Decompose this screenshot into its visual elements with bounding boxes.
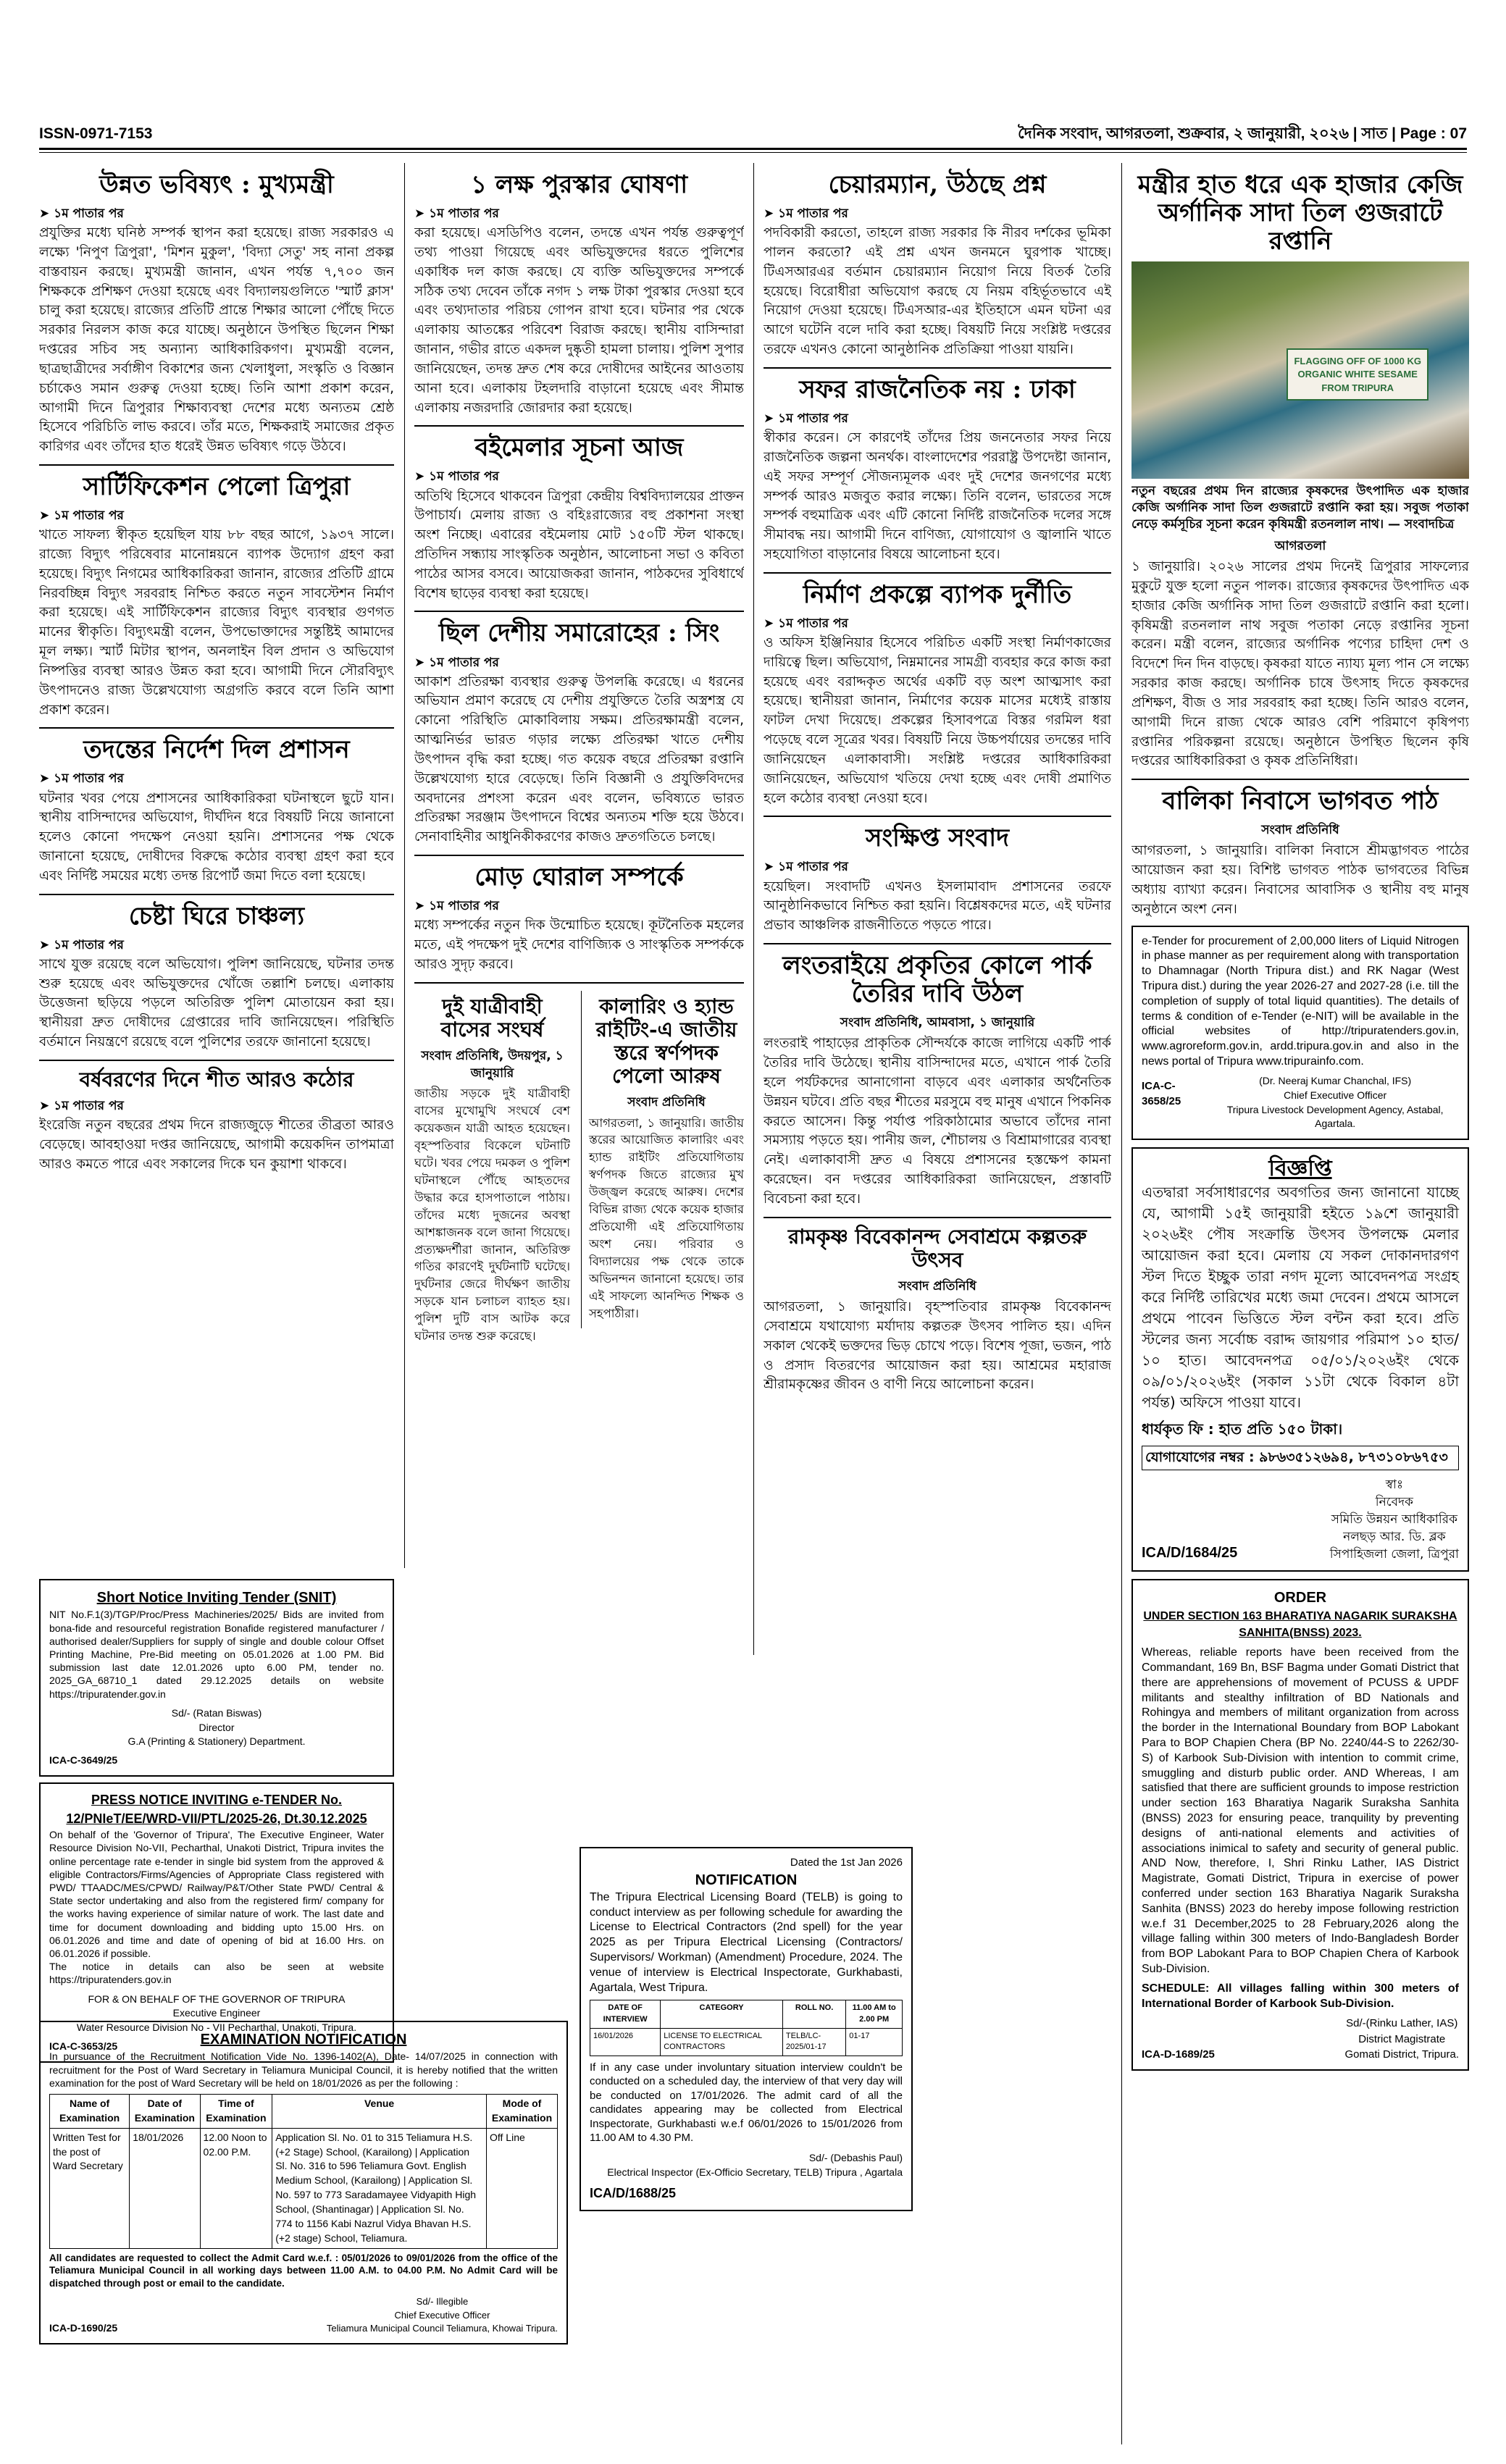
continued-from: ➤ ১ম পাতার পর	[39, 770, 394, 787]
article-investigation	[39, 736, 394, 886]
issn-number: ISSN-0971-7153	[39, 125, 153, 143]
photo-caption: নতুন বছরের প্রথম দিন রাজ্যের কৃষকদের উৎপাদিত এক হাজার কেজি অর্গানিক সাদা তিল গুজরাটে রপ্তানি করা হয়। সবুজ পতাকা নেড়ে কর্মসূচির সূচনা করেন কৃষিমন্ত্রী রতনলাল নাথ। — সংবাদচিত্র	[1131, 484, 1469, 532]
headline: রামকৃষ্ণ বিবেকানন্দ সেবাশ্রমে কল্পতরু উৎসব	[787, 1224, 1087, 1272]
byline: সংবাদ প্রতিনিধি	[898, 1279, 976, 1294]
exam-notification-ad	[39, 2021, 568, 2344]
divider	[764, 1217, 1111, 1218]
press-note: The notice in details can also be seen at website https://tripuratenders.gov.in	[49, 1961, 384, 1986]
headline: নির্মাণ প্রকল্পে ব্যাপক দুর্নীতি	[803, 579, 1072, 609]
headline: দুই যাত্রীবাহী বাসের সংঘর্ষ	[440, 994, 544, 1042]
article-bus-collision	[414, 991, 570, 1351]
divider	[414, 982, 744, 984]
table-cell: TELB/LC-2025/01-17	[782, 2028, 845, 2056]
telb-notification-ad	[580, 1847, 913, 2211]
notice-fee: ধার্যকৃত ফি : হাত প্রতি ১৫০ টাকা।	[1142, 1420, 1343, 1438]
table-header-row	[50, 2094, 558, 2128]
headline: মন্ত্রীর হাত ধরে এক হাজার কেজি অর্গানিক সাদা তিল গুজরাটে রপ্তানি	[1137, 170, 1463, 256]
signer-org: Water Resource Division No - VII Pecharthal, Unakoti, Tripura.	[76, 2021, 357, 2034]
signer-org: Tripura Livestock Development Agency, Astabal, Agartala.	[1226, 1103, 1444, 1130]
article-kalpataru	[764, 1225, 1111, 1396]
telb-date: Dated the 1st Jan 2026	[790, 1856, 903, 1869]
article-body: খাতে সাফল্য স্বীকৃত হয়েছিল যায় ৮৮ বছর আগে, ১৯৩৭ সালে। রাজ্যে বিদ্যুৎ পরিষেবার মানোন্নয়নে ব্যাপক উদ্যোগ গ্রহণ করা হয়েছে। বিদ্যুৎ নিগমের আধিকারিকরা জানান, রাজ্যের প্রতিটি গ্রামে নিরবচ্ছিন্ন বিদ্যুৎ সরবরাহ নিশ্চিত করতে নতুন সাবস্টেশন নির্মাণ করা হয়েছে। এই সার্টিফিকেশন রাজ্যের বিদ্যুৎ ব্যবস্থার গুণগত মানের স্বীকৃতি। বিদ্যুৎমন্ত্রী বলেন, উপভোক্তাদের সন্তুষ্টিই আমাদের মূল লক্ষ্য। স্মার্ট মিটার স্থাপন, অনলাইন বিল প্রদান ও অভিযোগ নিষ্পত্তির ব্যবস্থা আরও উন্নত করা হবে। আগামী দিনে সৌরবিদ্যুৎ উৎপাদনেও রাজ্য উল্লেখযোগ্য অগ্রগতি করবে বলে তিনি আশা প্রকাশ করেন।	[39, 527, 394, 718]
table-cell: Written Test for the post of Ward Secretary	[50, 2128, 130, 2248]
article-body: ও অফিস ইঞ্জিনিয়ার হিসেবে পরিচিত একটি সংস্থা নির্মাণকাজের দায়িত্বে ছিল। অভিযোগ, নিম্নমানের সামগ্রী ব্যবহার করে কাজ করা হয়েছে এবং বরাদ্দকৃত অর্থের একটি বড় অংশ আত্মসাৎ করা হয়েছে। স্থানীয়রা জানান, নির্মাণের কয়েক মাসের মধ্যেই রাস্তায় ফাটল দেখা দিয়েছে। প্রকল্পের হিসাবপত্রে বিস্তর গরমিল ধরা পড়েছে বলে সূত্রের খবর। বিষয়টি নিয়ে উচ্চপর্যায়ের তদন্তের দাবি জানিয়েছেন এলাকাবাসী। সংশ্লিষ্ট দপ্তরের আধিকারিকরা জানিয়েছেন, অভিযোগ খতিয়ে দেখা হচ্ছে এবং দোষী প্রমাণিত হলে কঠোর ব্যবস্থা নেওয়া হবে।	[764, 635, 1111, 806]
headline: ছিল দেশীয় সমারোহের : সিং	[438, 619, 720, 648]
article-body: স্বীকার করেন। সে কারণেই তাঁদের প্রিয় জননেতার সফর নিয়ে রাজনৈতিক জল্পনা অনর্থক। বাংলাদেশের পররাষ্ট্র উপদেষ্টা জানান, এই সফর সম্পূর্ণ সৌজন্যমূলক এবং দুই দেশের জনগণের মধ্যে সম্পর্ক আরও মজবুত করার লক্ষ্যে। তিনি বলেন, ভারতের সঙ্গে সম্পর্ক বহুমাত্রিক এবং এটি কোনো নির্দিষ্ট রাজনৈতিক দলের সঙ্গে সীমাবদ্ধ নয়। আগামী দিনে বাণিজ্য, যোগাযোগ ও জ্বালানি খাতে সহযোগিতা বাড়ানোর বিষয়ে আলোচনা হবে।	[764, 430, 1111, 562]
notice-mela	[1131, 1147, 1469, 1572]
divider	[39, 727, 394, 729]
divider	[39, 894, 394, 895]
table-header-row	[590, 2000, 903, 2028]
column-rule	[404, 163, 405, 1568]
telb-title: NOTIFICATION	[695, 1872, 798, 1888]
headline: চেয়ারম্যান, উঠছে প্রশ্ন	[828, 170, 1047, 199]
continued-from: ➤ ১ম পাতার পর	[39, 936, 394, 954]
order-subtitle: UNDER SECTION 163 BHARATIYA NAGARIK SURAKSHA SANHITA(BNSS) 2023.	[1143, 1609, 1457, 1639]
table-cell: Off Line	[487, 2128, 558, 2248]
article-sesame-export	[1131, 171, 1469, 771]
article-bhagavat	[1131, 787, 1469, 919]
table-header: Name of Examination	[50, 2094, 130, 2128]
continued-from: ➤ ১ম পাতার পর	[764, 615, 1111, 632]
article-body: অতিথি হিসেবে থাকবেন ত্রিপুরা কেন্দ্রীয় বিশ্ববিদ্যালয়ের প্রাক্তন উপাচার্য। মেলায় রাজ্য ও বহিঃরাজ্যের বহু প্রকাশনা সংস্থা অংশ নিচ্ছে। এবারের বইমেলায় মোট ১৫০টি স্টল থাকছে। প্রতিদিন সন্ধ্যায় সাংস্কৃতিক অনুষ্ঠান, আলোচনা সভা ও কবিতা পাঠের আসর বসবে। আয়োজকরা জানান, পাঠকদের সুবিধার্থে বিশেষ ছাড়ের ব্যবস্থা করা হয়েছে।	[414, 488, 744, 601]
order-schedule: SCHEDULE: All villages falling within 300 meters of International Border of Karbook Sub-Division.	[1142, 1982, 1459, 2010]
snit-body: NIT No.F.1(3)/TGP/Proc/Press Machineries/2025/ Bids are invited from bona-fide and resourceful registration Bonafide registered manufacturer / authorised dealer/Suppliers for supply of single and double colour Offset Printing Machine, Pre-Bid meeting on 05.01.2026 at 1.00 PM. Bid submission last date 12.01.2026 upto 6.00 PM, tender no. 2025_GA_68710_1 dated 29.12.2025 details on website https://tripuratender.gov.in	[49, 1609, 384, 1700]
headline: সংক্ষিপ্ত সংবাদ	[866, 824, 1009, 853]
header-rule	[39, 148, 1467, 150]
telb-ad-wrap	[580, 1666, 1112, 2448]
table-header: Mode of Examination	[487, 2094, 558, 2128]
continued-from: ➤ ১ম পাতার পর	[414, 205, 744, 222]
ad-reference: ICA-C-3649/25	[49, 1754, 118, 1767]
signer-designation: Executive Engineer	[172, 2007, 261, 2019]
divider	[414, 855, 744, 856]
snit-ad	[39, 1579, 394, 1777]
order-body: Whereas, reliable reports have been received from the Commandant, 169 Bn, BSF Bagma under Gomati District that there are apprehensions of movement of PCUSS & UPDF militants and stealthy infiltration of BD Nationals and Rohingya and members of militant organization from across the border in the International Boundary from BOP Labokant Para to BOP Chapien Chera (BP No. 2240/44-S to 2262/30-S) of Karbook Sub-Division with intention to commit crime, smuggling and disturb public order. AND Whereas, I am satisfied that there are sufficient grounds to impose restriction under section 163 Bharatiya Nagarik Suraksha Sanhita (BNSS) 2023 for ensuring peace, tranquility by preventing designs of anti-national elements and activities of associations inimical to safety and security of general public. AND Now, therefore, I, Shri Rinku Lather, IAS District Magistrate, Gomati District, Tripura in exercise of power conferred under section 163 Bharatiya Nagarik Suraksha Sanhita (BNSS) 2023 do hereby impose following restriction w.e.f 31 December,2025 to 28 February,2026 along the village falling within 300 meters of Indo-Bangladesh Border from BOP Labokant Para to BOP Chapien Chera of Karbook Sub-Division.	[1142, 1646, 1459, 1976]
article-body: মধ্যে সম্পর্কের নতুন দিক উন্মোচিত হয়েছে। কূটনৈতিক মহলের মতে, এই পদক্ষেপ দুই দেশের বাণিজ্যিক ও সাংস্কৃতিক সম্পর্ককে আরও সুদৃঢ় করবে।	[414, 918, 744, 972]
article-body: ১ জানুয়ারি। ২০২৬ সালের প্রথম দিনেই ত্রিপুরার সাফল্যের মুকুটে যুক্ত হলো নতুন পালক। রাজ্যের কৃষকদের উৎপাদিত এক হাজার কেজি অর্গানিক সাদা তিল গুজরাটে রপ্তানি করা হলো। কৃষিমন্ত্রী রতনলাল নাথ সবুজ পতাকা নেড়ে রপ্তানির সূচনা করেন। মন্ত্রী বলেন, রাজ্যের অর্গানিক পণ্যের চাহিদা দেশ ও বিদেশে দিন দিন বাড়ছে। কৃষকরা যাতে ন্যায্য মূল্য পান সে লক্ষ্যে সরকার কাজ করছে। অর্গানিক চাষে উৎসাহ দিতে কৃষকদের প্রশিক্ষণ, বীজ ও সার সরবরাহ করা হচ্ছে। তিনি আরও বলেন, আগামী দিনে রাজ্য থেকে আরও বেশি পরিমাণে কৃষিপণ্য রপ্তানির পরিকল্পনা রয়েছে। অনুষ্ঠানে উপস্থিত ছিলেন কৃষি দপ্তরের আধিকারিকরা ও কৃষক প্রতিনিধিরা।	[1131, 559, 1469, 769]
column-1	[39, 167, 394, 1572]
column-4	[1131, 167, 1469, 2448]
signer-name: Sd/- (Debashis Paul)	[808, 2151, 903, 2163]
article-stir	[39, 902, 394, 1052]
article-body: আগরতলা, ১ জানুয়ারি। বালিকা নিবাসে শ্রীমদ্ভাগবত পাঠের আয়োজন করা হয়। বিশিষ্ট ভাগবত পাঠক ভাগবতের বিভিন্ন অধ্যায় ব্যাখ্যা করেন। নিবাসের আবাসিক ও স্থানীয় বহু মানুষ অনুষ্ঠানে অংশ নেন।	[1131, 843, 1469, 917]
order-bnss	[1131, 1579, 1469, 2071]
notice-body: এতদ্বারা সর্বসাধারণের অবগতির জন্য জানানো যাচ্ছে যে, আগামী ১৫ই জানুয়ারী হইতে ১৯শে জানুয়ারী ২০২৬ইং পৌষ সংক্রান্তি উৎসব উপলক্ষে মেলার আয়োজন করা হবে। মেলায় যে সকল দোকানদারগণ স্টল দিতে ইচ্ছুক তারা নগদ মূল্যে আবেদনপত্র সংগ্রহ করে নির্দিষ্ট তারিখের মধ্যে জমা দেবেন। প্রথমে আসলে প্রথমে পাবেন ভিত্তিতে স্টল বন্টন করা হবে। প্রতি স্টলের জন্য সর্বোচ্চ বরাদ্দ জায়গার পরিমাপ ১০ হাত/১০ হাত। আবেদনপত্র ০৫/০১/২০২৬ইং থেকে ০৯/০১/২০২৬ইং (সকাল ১১টা থেকে বিকাল ৪টা পর্যন্ত) অফিসে পাওয়া যাবে।	[1142, 1183, 1459, 1412]
headline: কালারিং ও হ্যান্ড রাইটিং-এ জাতীয় স্তরে স্বর্ণপদক পেলো আরুষ	[595, 994, 737, 1089]
signer-name: Sd/-(Rinku Lather, IAS)	[1346, 2017, 1458, 2030]
telb-body: The Tripura Electrical Licensing Board (TELB) is going to conduct interview as per following schedule for awarding the License to Electrical Contractors (2nd spell) for the year 2025 as per Tripura Electrical Licensing (Contractors/ Supervisors/ Workman) (Amendment) Procedure, 2024. The venue of interview is Electrical Inspectorate, Gurkhabasti, Agartala, West Tripura.	[590, 1890, 903, 1994]
exam-note: All candidates are requested to collect the Admit Card w.e.f. : 05/01/2026 to 09/01/2026 from the office of the Teliamura Municipal Council in all working days between 11.00 A.M. to 04.00 P.M. No Admit Card will be dispatched through post or email to the candidate.	[49, 2252, 558, 2289]
continued-from: ➤ ১ম পাতার পর	[39, 1097, 394, 1115]
divider	[764, 816, 1111, 817]
exam-title: EXAMINATION NOTIFICATION	[200, 2032, 407, 2048]
article-body: করা হয়েছে। এসডিপিও বলেন, তদন্তে এখন পর্যন্ত গুরুত্বপূর্ণ তথ্য পাওয়া গিয়েছে এবং অভিযুক্তদের ধরতে পুলিশের একাধিক দল কাজ করছে। যে ব্যক্তি অভিযুক্তদের সম্পর্কে সঠিক তথ্য দেবেন তাঁকে নগদ ১ লক্ষ টাকা পুরস্কার দেওয়া হবে এবং তথ্যদাতার পরিচয় গোপন রাখা হবে। ঘটনার পর থেকে এলাকায় আতঙ্কের পরিবেশ বিরাজ করছে। স্থানীয় বাসিন্দারা জানান, গভীর রাতে একদল দুষ্কৃতী হামলা চালায়। পুলিশ সুপার জানিয়েছেন, তদন্ত দ্রুত শেষ করে দোষীদের আইনের আওতায় আনা হবে। এলাকায় টহলদারি বাড়ানো হয়েছে এবং সীমান্ত এলাকায় নজরদারি জোরদার করা হয়েছে।	[414, 225, 744, 416]
article-chief-minister	[39, 171, 394, 457]
table-header: Venue	[272, 2094, 487, 2128]
telb-note: If in any case under involuntary situation interview couldn't be conducted on a scheduled day, the interview of that very day will be conducted on 17/01/2026. The admit card of all the candidates appearing may be collected from Electrical Inspectorate, Gurkhabasti w.e.f 06/01/2026 to 15/01/2026 from 11.00 AM to 4.30 PM.	[590, 2061, 903, 2145]
notice-signoff: স্বাঃ নিবেদক সমিতি উন্নয়ন আধিকারিক নলছড় আর. ডি. ব্লক সিপাহিজলা জেলা, ত্রিপুরা	[1329, 1477, 1459, 1562]
headline: সফর রাজনৈতিক নয় : ঢাকা	[799, 374, 1076, 404]
tender-liquid-nitrogen	[1131, 926, 1469, 1141]
exam-signature	[327, 2295, 558, 2335]
telb-signature	[590, 2151, 903, 2180]
byline: সংবাদ প্রতিনিধি, আমবাসা, ১ জানুয়ারি	[840, 1015, 1035, 1031]
article-longtarai-park	[764, 952, 1111, 1210]
table-row	[590, 2028, 903, 2056]
divider	[414, 425, 744, 427]
article-relations	[414, 863, 744, 975]
continued-from: ➤ ১ম পাতার পর	[39, 205, 394, 222]
press-footer: FOR & ON BEHALF OF THE GOVERNOR OF TRIPURA	[88, 1992, 346, 2005]
article-winter	[39, 1068, 394, 1175]
table-header: CATEGORY	[661, 2000, 783, 2028]
article-certification	[39, 473, 394, 720]
article-reward	[414, 171, 744, 418]
continued-from: ➤ ১ম পাতার পর	[764, 858, 1111, 876]
order-title: ORDER	[1273, 1590, 1327, 1606]
byline: সংবাদ প্রতিনিধি, উদয়পুর, ১ জানুয়ারি	[421, 1049, 564, 1081]
table-header: DATE OF INTERVIEW	[590, 2000, 661, 2028]
headline: লংতরাইয়ে প্রকৃতির কোলে পার্ক তৈরির দাবি উঠল	[782, 951, 1092, 1009]
tender-footer	[1142, 1074, 1459, 1132]
ad-reference: ICA/D/1684/25	[1142, 1545, 1238, 1562]
tender-text: e-Tender for procurement of 2,00,000 liters of Liquid Nitrogen in phase manner as per requirement along with transportation to Dhamnagar (North Tripura dist.) and RK Nagar (West Tripura dist.) during the year 2026-27 and 2027-28 (i.e. till the completion of supply of total liquid quantities). The details of terms & condition of e-Tender (e-NIT) will be available in the official websites of http://tripuratenders.gov.in, www.agroreform.gov.in, ardd.tripura.gov.in and also in the news portal of Tripura www.tripurainfo.com.	[1142, 934, 1459, 1068]
signer-designation: District Magistrate	[1358, 2032, 1446, 2045]
divider	[764, 572, 1111, 574]
ad-reference: ICA/D/1688/25	[590, 2185, 677, 2200]
continued-from: ➤ ১ম পাতার পর	[414, 468, 744, 485]
page-header	[39, 117, 1467, 145]
signer-org: Teliamura Municipal Council Teliamura, Khowai Tripura.	[326, 2323, 558, 2334]
column-2	[414, 167, 744, 1572]
article-body: সাথে যুক্ত রয়েছে বলে অভিযোগ। পুলিশ জানিয়েছে, ঘটনার তদন্ত শুরু হয়েছে এবং অভিযুক্তদের খোঁজে তল্লাশি চলছে। এলাকায় উত্তেজনা ছড়িয়ে পড়লে অতিরিক্ত পুলিশ মোতায়েন করা হয়। স্থানীয়রা দ্রুত দোষীদের গ্রেপ্তারের দাবি জানিয়েছেন। পরিস্থিতি বর্তমানে নিয়ন্ত্রণে রয়েছে বলে পুলিশের তরফে জানানো হয়েছে।	[39, 956, 394, 1050]
table-cell: 01-17	[846, 2028, 903, 2056]
exam-ad-wrap	[39, 2021, 568, 2448]
signer-org: G.A (Printing & Stationery) Department.	[127, 1735, 306, 1748]
continued-from: ➤ ১ম পাতার পর	[414, 654, 744, 671]
press-title: PRESS NOTICE INVITING e-TENDER No. 12/PNIeT/EE/WRD-VII/PTL/2025-26, Dt.30.12.2025	[66, 1793, 367, 1826]
article-body: আগরতলা, ১ জানুয়ারি। জাতীয় স্তরের আয়োজিত কালারিং এবং হ্যান্ড রাইটিং প্রতিযোগিতায় স্বর্ণপদক জিতে রাজ্যের মুখ উজ্জ্বল করেছে আরুষ। দেশের বিভিন্ন রাজ্য থেকে কয়েক হাজার প্রতিযোগী এই প্রতিযোগিতায় অংশ নেয়। পরিবার ও বিদ্যালয়ের পক্ষ থেকে তাকে অভিনন্দন জানানো হয়েছে। তার এই সাফল্যে আনন্দিত শিক্ষক ও সহপাঠীরা।	[589, 1115, 744, 1320]
ad-reference: ICA-D-1690/25	[49, 2321, 118, 2334]
ad-reference: ICA-C-3658/25	[1142, 1079, 1181, 1108]
ad-reference: ICA-D-1689/25	[1142, 2048, 1215, 2061]
continued-from: ➤ ১ম পাতার পর	[39, 507, 394, 524]
headline: উন্নত ভবিষ্যৎ : মুখ্যমন্ত্রী	[99, 170, 334, 199]
header-rule-thin	[39, 152, 1467, 153]
table-cell: 12.00 Noon to 02.00 P.M.	[200, 2128, 272, 2248]
table-cell: Application Sl. No. 01 to 315 Teliamura H.S. (+2 Stage) School, (Karailong) | Application Sl. No. 316 to 596 Teliamura Govt. English Medium School, (Karailong) | Application Sl. No. 597 to 773 Saradamayee Vidyapith High School, (Shantinagar) | Application Sl. No. 774 to 1156 Kabi Nazrul Vidya Bhavan H.S. (+2 stage) School, Teliamura.	[272, 2128, 487, 2248]
signer-name: Sd/- Illegible	[416, 2296, 469, 2308]
signer-designation: Electrical Inspector (Ex-Officio Secretary, TELB) Tripura , Agartala	[607, 2166, 903, 2178]
tender-signature	[1211, 1074, 1459, 1132]
signer-district: Gomati District, Tripura.	[1344, 2048, 1459, 2061]
press-body: On behalf of the 'Governor of Tripura', The Executive Engineer, Water Resource Division No-VII, Pecharthal, Unakoti District, Tripura invites the online percentage rate e-tender in single bid system from the approved & eligible Contractors/Firms/Agencies of Appropriate Class registered with PWD/ TTAADC/MES/CPWD/ Railway/P&T/Other State PWD/ Central & State sector undertaking and also from the registered firm/ company for the works having experience of similar nature of work. The last date and time for document downloading and bidding upto 15.00 Hrs. on 06.01.2026 and time and date of opening of bid at 16.00 Hrs. on 06.01.2026 if possible.	[49, 1829, 384, 1959]
article-defence	[414, 619, 744, 847]
article-dhaka	[764, 376, 1111, 565]
divider	[764, 367, 1111, 369]
news-photo	[1131, 261, 1469, 479]
table-row	[50, 2128, 558, 2248]
table-header: ROLL NO.	[782, 2000, 845, 2028]
photo-banner: FLAGGING OFF OF 1000 KG ORGANIC WHITE SESAME FROM TRIPURA	[1287, 348, 1428, 401]
table-cell: 18/01/2026	[130, 2128, 200, 2248]
byline: সংবাদ প্রতিনিধি	[627, 1095, 706, 1110]
article-book-fair	[414, 434, 744, 603]
continued-from: ➤ ১ম পাতার পর	[764, 205, 1111, 222]
dateline: আগরতলা	[1274, 539, 1326, 554]
snit-signature	[49, 1706, 384, 1750]
notice-title: বিজ্ঞপ্তি	[1268, 1156, 1332, 1182]
article-gold-medal	[581, 991, 744, 1328]
signer-name: Sd/- (Ratan Biswas)	[171, 1706, 262, 1719]
divider	[1131, 779, 1469, 780]
snit-title: Short Notice Inviting Tender (SNIT)	[96, 1590, 337, 1606]
article-body: ইংরেজি নতুন বছরের প্রথম দিনে রাজ্যজুড়ে শীতের তীব্রতা আরও বেড়েছে। আবহাওয়া দপ্তর জানিয়েছে, আগামী কয়েকদিন তাপমাত্রা আরও কমতে পারে এবং সকালের দিকে ঘন কুয়াশা থাকবে।	[39, 1118, 394, 1172]
column-3	[764, 167, 1111, 1651]
headline: মোড় ঘোরাল সম্পর্কে	[474, 862, 684, 892]
headline: বইমেলার সূচনা আজ	[474, 433, 684, 463]
order-signature	[1344, 2016, 1459, 2062]
notice-contact: যোগাযোগের নম্বর : ৯৮৬৩৫১২৬৯৪, ৮৭৩১০৮৬৭৫৩	[1142, 1446, 1459, 1470]
article-body: আকাশ প্রতিরক্ষা ব্যবস্থার গুরুত্ব উপলব্ধি করেছে। এ ধরনের অভিযান প্রমাণ করেছে যে দেশীয় প্রযুক্তিতে তৈরি অস্ত্রশস্ত্র যে কোনো পরিস্থিতি মোকাবিলায় সক্ষম। প্রতিরক্ষামন্ত্রী বলেন, আত্মনির্ভর ভারত গড়ার লক্ষ্যে প্রতিরক্ষা খাতে দেশীয় উৎপাদন বৃদ্ধি করা হচ্ছে। গত কয়েক বছরে প্রতিরক্ষা রপ্তানি উল্লেখযোগ্য হারে বেড়েছে। তিনি বিজ্ঞানী ও প্রযুক্তিবিদদের অবদানের প্রশংসা করেন এবং বলেন, ভবিষ্যতে ভারত প্রতিরক্ষা সরঞ্জাম উৎপাদনে বিশ্বের অন্যতম শক্তি হয়ে উঠবে। সেনাবাহিনীর আধুনিকীকরণের কাজও দ্রুতগতিতে চলছে।	[414, 674, 744, 845]
article-body: ঘটনার খবর পেয়ে প্রশাসনের আধিকারিকরা ঘটনাস্থলে ছুটে যান। স্থানীয় বাসিন্দাদের অভিযোগ, দীর্ঘদিন ধরে বিষয়টি নিয়ে জানানো হলেও কোনো পদক্ষেপ নেওয়া হয়নি। প্রশাসনের পক্ষ থেকে জানানো হয়েছে, দোষীদের বিরুদ্ধে কঠোর ব্যবস্থা গ্রহণ করা হবে এবং নির্দিষ্ট সময়ের মধ্যে তদন্ত রিপোর্ট জমা দিতে বলা হয়েছে।	[39, 790, 394, 884]
order-footer	[1142, 2016, 1459, 2062]
headline: বালিকা নিবাসে ভাগবত পাঠ	[1162, 787, 1439, 816]
divider	[39, 1060, 394, 1061]
headline: ১ লক্ষ পুরস্কার ঘোষণা	[470, 170, 688, 199]
headline: বর্ষবরণের দিনে শীত আরও কঠোর	[79, 1067, 354, 1091]
continued-from: ➤ ১ম পাতার পর	[414, 897, 744, 915]
headline: সার্টিফিকেশন পেলো ত্রিপুরা	[83, 472, 351, 501]
exam-footer	[49, 2289, 558, 2335]
column-rule	[753, 163, 754, 1655]
signer-designation: Chief Executive Officer	[1284, 1089, 1387, 1101]
article-body: হয়েছিল। সংবাদটি এখনও ইসলামাবাদ প্রশাসনের তরফে আনুষ্ঠানিকভাবে নিশ্চিত করা হয়নি। বিশ্লেষকদের মতে, এই ঘটনার প্রভাব আঞ্চলিক রাজনীতিতে পড়তে পারে।	[764, 879, 1111, 934]
article-body: পদবিকারী করতো, তাহলে রাজ্য সরকার কি নীরব দর্শকের ভূমিকা পালন করতো? এই প্রশ্ন এখন জনমনে ঘুরপাক খাচ্ছে। টিএসআরএর বর্তমান চেয়ারম্যান নিয়োগ নিয়ে বিতর্ক তৈরি হয়েছে। বিরোধীরা অভিযোগ করছে যে নিয়ম বহির্ভূতভাবে এই নিয়োগ দেওয়া হয়েছে। টিএসআর-এর ইতিহাসে এমন ঘটনা এর আগে ঘটেনি বলে দাবি করা হচ্ছে। বিষয়টি নিয়ে সংশ্লিষ্ট দপ্তরের তরফে এখনও কোনো আনুষ্ঠানিক প্রতিক্রিয়া পাওয়া যায়নি।	[764, 225, 1111, 358]
article-body: লংতরাই পাহাড়ের প্রাকৃতিক সৌন্দর্যকে কাজে লাগিয়ে একটি পার্ক তৈরির দাবি উঠেছে। স্থানীয় বাসিন্দাদের মতে, এখানে পার্ক তৈরি হলে পর্যটকদের আনাগোনা বাড়বে এবং এলাকার অর্থনৈতিক উন্নয়ন ঘটবে। প্রতি বছর শীতের মরসুমে বহু মানুষ এখানে পিকনিক করতে আসেন। কিন্তু পর্যাপ্ত পরিকাঠামোর অভাবে তাঁদের নানা সমস্যায় পড়তে হয়। পানীয় জল, শৌচালয় ও বিশ্রামাগারের ব্যবস্থা নেই। এলাকাবাসী দ্রুত এ বিষয়ে প্রশাসনের হস্তক্ষেপ কামনা করেছেন। বন দপ্তরের আধিকারিকরা জানিয়েছেন, প্রস্তাবটি বিবেচনা করা হবে।	[764, 1036, 1111, 1207]
table-cell: 16/01/2026	[590, 2028, 661, 2056]
signer-designation: Chief Executive Officer	[394, 2309, 490, 2321]
table-cell: LICENSE TO ELECTRICAL CONTRACTORS	[661, 2028, 783, 2056]
signer-designation: Director	[198, 1721, 235, 1733]
continued-from: ➤ ১ম পাতার পর	[764, 410, 1111, 427]
divider	[414, 611, 744, 612]
divider	[764, 943, 1111, 944]
divider	[39, 464, 394, 466]
table-header: Time of Examination	[200, 2094, 272, 2128]
article-body: আগরতলা, ১ জানুয়ারি। বৃহস্পতিবার রামকৃষ্ণ বিবেকানন্দ সেবাশ্রমে যথাযোগ্য মর্যাদায় কল্পতরু উৎসব পালিত হয়। এদিন সকাল থেকেই ভক্তদের ভিড় চোখে পড়ে। বিশেষ পূজা, ভজন, পাঠ ও প্রসাদ বিতরণের আয়োজন করা হয়। আশ্রমের মহারাজ শ্রীরামকৃষ্ণের জীবন ও বাণী নিয়ে আলোচনা করেন।	[764, 1299, 1111, 1393]
header-dateline: দৈনিক সংবাদ, আগরতলা, শুক্রবার, ২ জানুয়ারী, ২০২৬ | সাত | Page : 07	[1018, 125, 1467, 143]
article-body: জাতীয় সড়কে দুই যাত্রীবাহী বাসের মুখোমুখি সংঘর্ষে বেশ কয়েকজন যাত্রী আহত হয়েছেন। বৃহস্পতিবার বিকেলে ঘটনাটি ঘটে। খবর পেয়ে দমকল ও পুলিশ ঘটনাস্থলে পৌঁছে আহতদের উদ্ধার করে হাসপাতালে পাঠায়। তাঁদের মধ্যে দুজনের অবস্থা আশঙ্কাজনক বলে জানা গিয়েছে। প্রত্যক্ষদর্শীরা জানান, অতিরিক্ত গতির কারণেই দুর্ঘটনাটি ঘটেছে। দুর্ঘটনার জেরে দীর্ঘক্ষণ জাতীয় সড়কে যান চলাচল ব্যাহত হয়। পুলিশ দুটি বাস আটক করে ঘটনার তদন্ত শুরু করেছে।	[414, 1086, 570, 1344]
notice-footer	[1142, 1476, 1459, 1564]
article-corruption	[764, 581, 1111, 809]
column-rule	[1121, 163, 1122, 2444]
article-chairman	[764, 171, 1111, 360]
signer-name: (Dr. Neeraj Kumar Chanchal, IFS)	[1259, 1074, 1412, 1086]
byline: সংবাদ প্রতিনিধি	[1261, 823, 1339, 838]
article-brief-news	[764, 824, 1111, 936]
headline: তদন্তের নির্দেশ দিল প্রশাসন	[83, 735, 350, 765]
table-header: 11.00 AM to 2.00 PM	[846, 2000, 903, 2028]
exam-table	[49, 2094, 558, 2249]
ad-reference: ICA-C-3653/25	[49, 2040, 118, 2053]
table-header: Date of Examination	[130, 2094, 200, 2128]
headline: চেষ্টা ঘিরে চাঞ্চল্য	[128, 901, 305, 931]
telb-table	[590, 2000, 903, 2056]
article-body: প্রযুক্তির মধ্যে ঘনিষ্ঠ সম্পর্ক স্থাপন করা হয়েছে। রাজ্য সরকারও এ লক্ষ্যে 'নিপুণ ত্রিপুরা', 'মিশন মুকুল', 'বিদ্যা সেতু' সহ নানা প্রকল্প বাস্তবায়ন করছে। মুখ্যমন্ত্রী জানান, এখন পর্যন্ত ৭,৭০০ জন শিক্ষককে প্রশিক্ষণ দেওয়া হয়েছে এবং বিদ্যালয়গুলিতে 'স্মার্ট ক্লাস' চালু করা হয়েছে। রাজ্যের প্রতিটি প্রান্তে শিক্ষার আলো পৌঁছে দিতে সরকার নিরলস কাজ করে যাচ্ছে। অনুষ্ঠানে উপস্থিত ছিলেন শিক্ষা দপ্তরের সচিব সহ অন্যান্য আধিকারিকগণ। মুখ্যমন্ত্রী বলেন, ছাত্রছাত্রীদের সর্বাঙ্গীণ বিকাশের জন্য খেলাধুলা, সংস্কৃতি ও বিজ্ঞান চর্চাকেও সমান গুরুত্ব দেওয়া হচ্ছে। তিনি আশা প্রকাশ করেন, আগামী দিনে ত্রিপুরার শিক্ষাব্যবস্থা দেশের মধ্যে অন্যতম শ্রেষ্ঠ হিসেবে পরিচিতি লাভ করবে। তাঁর মতে, শিক্ষকরাই সমাজের প্রকৃত কারিগর এবং তাঁদের হাত ধরেই উন্নত ভবিষ্যৎ গড়ে উঠবে।	[39, 225, 394, 455]
exam-intro: In pursuance of the Recruitment Notification Vide No. 1396-1402(A), Date- 14/07/2025 in connection with recruitment for the Post of Ward Secretary in Teliamura Municipal Council, it is hereby notified that the written examination for the post of Ward Secretary will be held on 18/01/2026 as per the following :	[49, 2050, 558, 2089]
